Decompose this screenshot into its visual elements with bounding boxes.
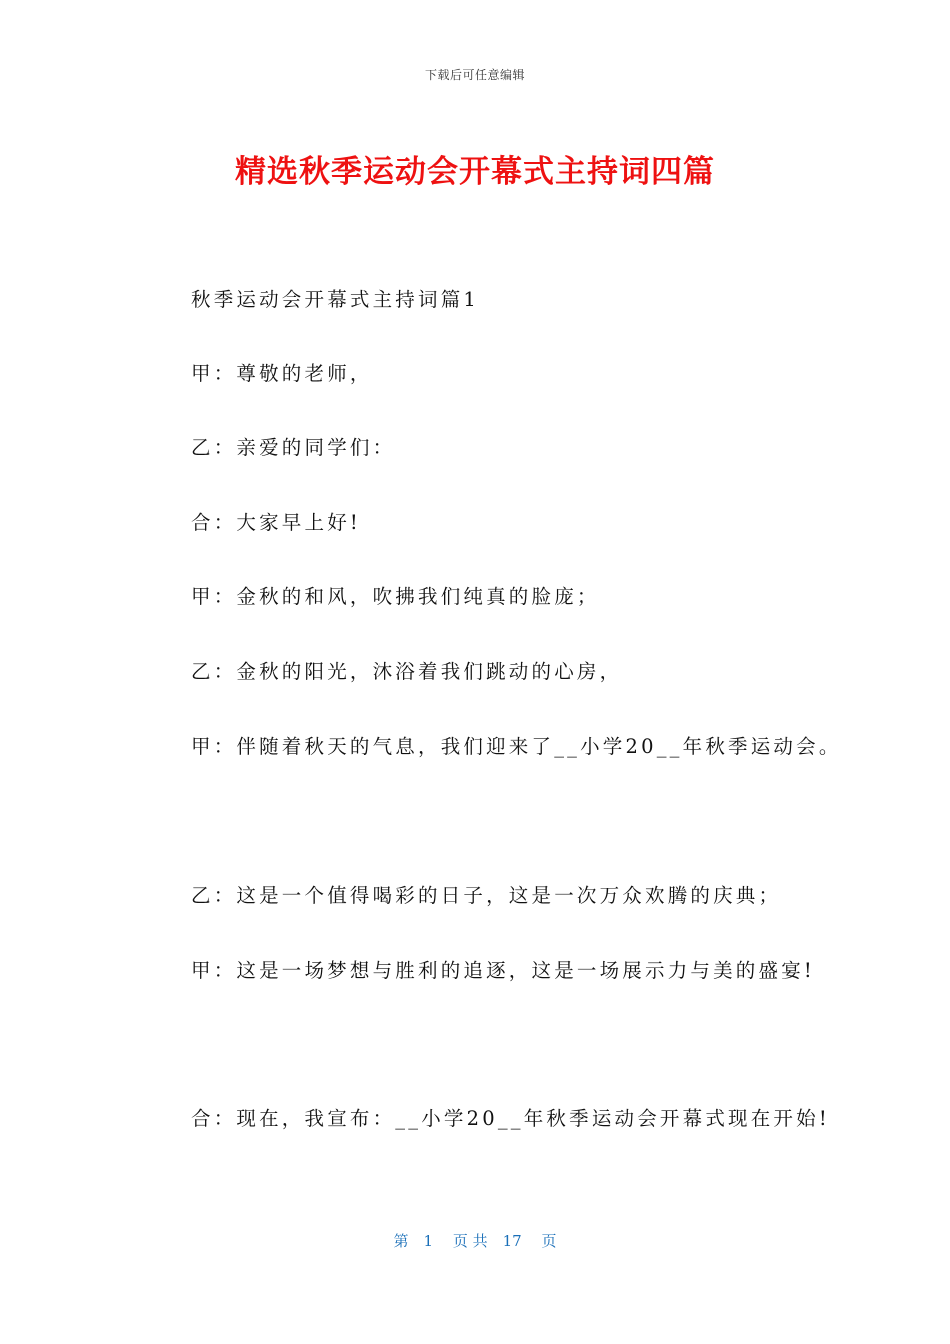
section-heading: 秋季运动会开幕式主持词篇1 (191, 288, 480, 311)
paragraph-line: 合：大家早上好! (191, 511, 361, 534)
paragraph-line: 甲：伴随着秋天的气息，我们迎来了__小学20__年秋季运动会。 (191, 735, 842, 758)
paragraph-line: 甲：尊敬的老师， (191, 362, 373, 385)
paragraph-line: 甲：这是一场梦想与胜利的追逐，这是一场展示力与美的盛宴! (191, 959, 815, 982)
document-title: 精选秋季运动会开幕式主持词四篇 (235, 154, 715, 190)
header-note: 下载后可任意编辑 (424, 68, 525, 82)
paragraph-line: 乙：亲爱的同学们： (191, 436, 396, 459)
paragraph-line: 乙：这是一个值得喝彩的日子，这是一次万众欢腾的庆典； (191, 884, 782, 907)
paragraph-line: 合：现在，我宣布：__小学20__年秋季运动会开幕式现在开始! (191, 1107, 830, 1130)
paragraph-line: 乙：金秋的阳光，沐浴着我们跳动的心房， (191, 660, 623, 683)
paragraph-line: 甲：金秋的和风，吹拂我们纯真的脸庞； (191, 585, 600, 608)
page-footer: 第 1 页 共 17 页 (393, 1232, 557, 1250)
